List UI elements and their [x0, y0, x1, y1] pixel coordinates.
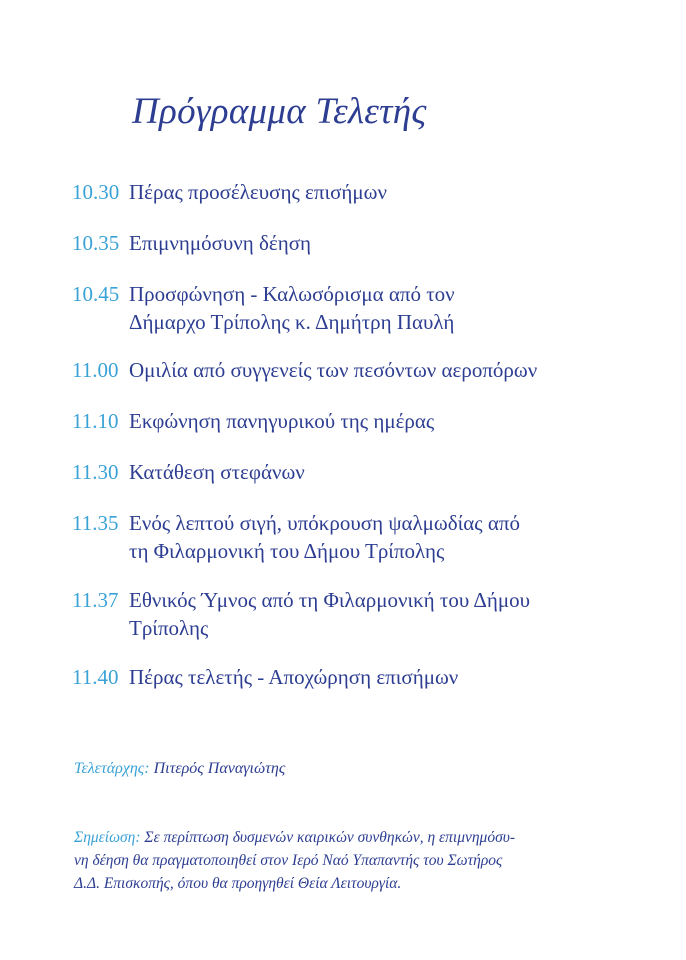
schedule-time: 11.10	[72, 409, 119, 433]
schedule-text: Ενός λεπτού σιγή, υπόκρουση ψαλμωδίας από τη Φιλαρμονική του Δήμου Τρίπολης	[129, 511, 520, 563]
schedule-time: 11.30	[72, 460, 119, 484]
schedule-time: 11.00	[72, 358, 119, 382]
schedule-item	[72, 280, 646, 336]
schedule-item	[72, 407, 646, 435]
schedule-item	[72, 178, 646, 206]
note-line	[74, 826, 634, 849]
note-line-1: Σε περίπτωση δυσμενών καιρικών συνθηκών, η επιμνημόσυ-	[144, 829, 516, 846]
schedule-time: 10.45	[72, 282, 120, 306]
schedule-text: Πέρας τελετής - Αποχώρηση επισήμων	[129, 665, 459, 689]
ceremony-director	[74, 760, 285, 778]
schedule-item	[72, 509, 646, 565]
note-label: Σημείωση:	[74, 829, 141, 846]
schedule-time: 10.30	[72, 180, 120, 204]
page-title: Πρόγραμμα Τελετής	[132, 91, 427, 132]
schedule-time: 10.35	[72, 231, 120, 255]
schedule-item	[72, 586, 646, 642]
schedule-text: Εκφώνηση πανηγυρικού της ημέρας	[129, 409, 435, 433]
schedule-time: 11.35	[72, 511, 119, 535]
schedule-item	[72, 229, 646, 257]
schedule-text: Εθνικός Ύμνος από τη Φιλαρμονική του Δήμου Τρίπολης	[129, 588, 530, 640]
schedule-time: 11.37	[72, 588, 119, 612]
schedule-item	[72, 458, 646, 486]
schedule-item	[72, 663, 646, 691]
note	[74, 826, 634, 895]
schedule-text: Επιμνημόσυνη δέηση	[129, 231, 312, 255]
ceremony-director-label: Τελετάρχης:	[74, 760, 150, 777]
schedule-item	[72, 356, 646, 384]
note-line-2: νη δέηση θα πραγματοποιηθεί στον Ιερό Ναό Υπαπαντής του Σωτήρος	[74, 852, 503, 869]
schedule-text: Ομιλία από συγγενείς των πεσόντων αεροπόρων	[129, 358, 538, 382]
schedule-text: Κατάθεση στεφάνων	[129, 460, 305, 484]
ceremony-director-name: Πιτερός Παναγιώτης	[153, 760, 286, 777]
schedule-time: 11.40	[72, 665, 119, 689]
schedule-text: Πέρας προσέλευσης επισήμων	[129, 180, 387, 204]
note-line-3: Δ.Δ. Επισκοπής, όπου θα προηγηθεί Θεία Λειτουργία.	[74, 875, 402, 892]
schedule-text: Προσφώνηση - Καλωσόρισμα από τον Δήμαρχο Τρίπολης κ. Δημήτρη Παυλή	[129, 282, 455, 334]
